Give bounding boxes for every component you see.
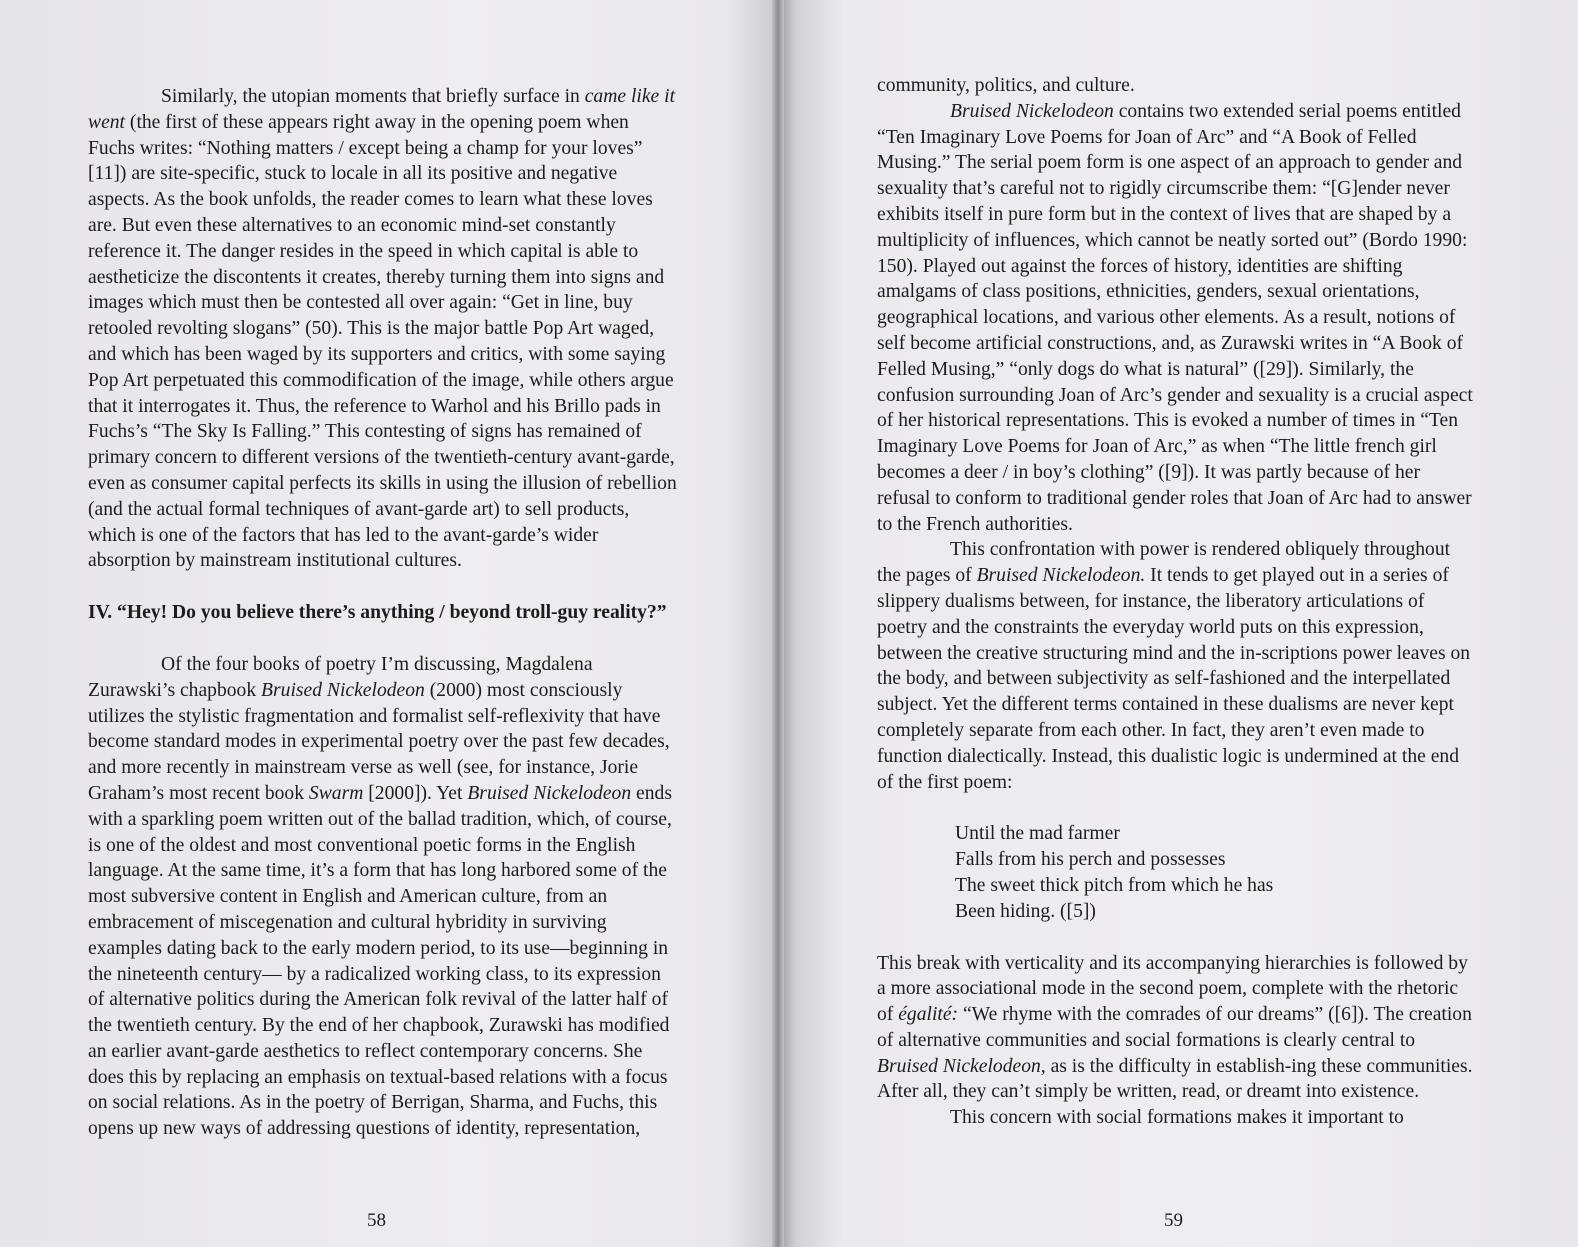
section-heading: IV. “Hey! Do you believe there’s anything / beyond troll-guy reality?” [88, 602, 667, 624]
page-number: 58 [367, 1210, 386, 1231]
paragraph: This confrontation with power is rendered obliquely throughout the pages of Bruised Nickelodeon. It tends to get played out in a series of slippery dualisms between, for instance, the liberatory articulations of poetry and the constraints the everyday world puts on this expression, between the creative structuring mind and the in-scriptions power leaves on the body, and between subjectivity as self-fashioned and the interpellated subject. Yet the different terms contained in these dualisms are never kept completely separate from each other. In fact, they aren’t even made to function dialectically. Instead, this dualistic logic is undermined at the end of the first poem: [877, 539, 1471, 793]
right-page-body [877, 73, 1477, 1131]
paragraph: This break with verticality and its accompanying hierarchies is followed by a more associational mode in the second poem, complete with the rhetoric of égalité: “We rhyme with the comrades of our dreams” ([6]). The creation of alternative communities and social formations is clearly central to Bruised Nickelodeon, as is the difficulty in establish-ing these communities. After all, they can’t simply be written, read, or dreamt into existence. [877, 952, 1473, 1103]
paragraph: Bruised Nickelodeon contains two extended serial poems entitled “Ten Imaginary Love Poems for Joan of Arc” and “A Book of Felled Musing.” The serial poem form is one aspect of an approach to gender and sexuality that’s careful not to rigidly circumscribe them: “[G]ender never exhibits itself in pure form but in the context of lives that are shaped by a multiplicity of influences, which cannot be neatly sorted out” (Bordo 1990: 150). Played out against the forces of history, identities are shifting amalgams of class positions, ethnicities, genders, sexual orientations, geographical locations, and various other elements. As a result, notions of self become artificial constructions, and, as Zurawski writes in “A Book of Felled Musing,” “only dogs do what is natural” ([29]). Similarly, the confusion surrounding Joan of Arc’s gender and sexuality is a crucial aspect of her historical representations. This is evoked a number of times in “Ten Imaginary Love Poems for Joan of Arc,” as when “The little french girl becomes a deer / in boy’s clothing” ([9]). It was partly because of her refusal to conform to traditional gender roles that Joan of Arc had to answer to the French authorities. [877, 100, 1473, 535]
left-page [0, 0, 780, 1247]
page-number: 59 [1164, 1210, 1183, 1231]
paragraph: community, politics, and culture. [877, 75, 1135, 96]
paragraph: Similarly, the utopian moments that briefly surface in came like it went (the first of these appears right away in the opening poem when Fuchs writes: “Nothing matters / except being a champ for your loves” [11]) are site-specific, stuck to locale in all its positive and negative aspects. As the book unfolds, the reader comes to learn what these loves are. But even these alternatives to an economic mind-set constantly reference it. The danger resides in the speed in which capital is able to aestheticize the discontents it creates, thereby turning them into signs and images which must then be contested all over again: “Get in line, buy retooled revolting slogans” (50). This is the major battle Pop Art waged, and which has been waged by its supporters and critics, with some saying Pop Art perpetuated this commodification of the image, while others argue that it interrogates it. Thus, the reference to Warhol and his Brillo pads in Fuchs’s “The Sky Is Falling.” This contesting of signs has remained of primary concern to different versions of the twentieth-century avant-garde, even as consumer capital perfects its skills in using the illusion of rebellion (and the actual formal techniques of avant-garde art) to sell products, which is one of the factors that has led to the avant-garde’s wider absorption by mainstream institutional cultures. [88, 86, 677, 572]
verse-line: Been hiding. ([5]) [955, 900, 1096, 922]
paragraph: This concern with social formations makes it important to [950, 1107, 1404, 1129]
verse-line: Until the mad farmer [955, 823, 1120, 845]
verse-line: The sweet thick pitch from which he has [955, 874, 1274, 896]
left-page-body [88, 84, 680, 1142]
book-gutter [772, 0, 784, 1247]
paragraph: Of the four books of poetry I’m discussing, Magdalena Zurawski’s chapbook Bruised Nickelodeon (2000) most consciously utilizes the stylistic fragmentation and formalist self-reflexivity that have become standard modes in experimental poetry over the past few decades, and more recently in mainstream verse as well (see, for instance, Jorie Graham’s most recent book Swarm [2000]). Yet Bruised Nickelodeon ends with a sparkling poem written out of the ballad tradition, which, of course, is one of the oldest and most conventional poetic forms in the English language. At the same time, it’s a form that has long harbored some of the most subversive content in English and American culture, from an embracement of miscegenation and cultural hybridity in surviving examples dating back to the early modern period, to its use—beginning in the nineteenth century— by a radicalized working class, to its expression of alternative politics during the American folk revival of the latter half of the twentieth century. By the end of her chapbook, Zurawski has modified an earlier avant-garde aesthetics to reflect contemporary concerns. She does this by replacing an emphasis on textual-based relations with a focus on social relations. As in the poetry of Berrigan, Sharma, and Fuchs, this opens up new ways of addressing questions of identity, representation, [88, 653, 672, 1140]
verse-line: Falls from his perch and possesses [955, 849, 1226, 871]
verse-quote [955, 821, 1477, 924]
